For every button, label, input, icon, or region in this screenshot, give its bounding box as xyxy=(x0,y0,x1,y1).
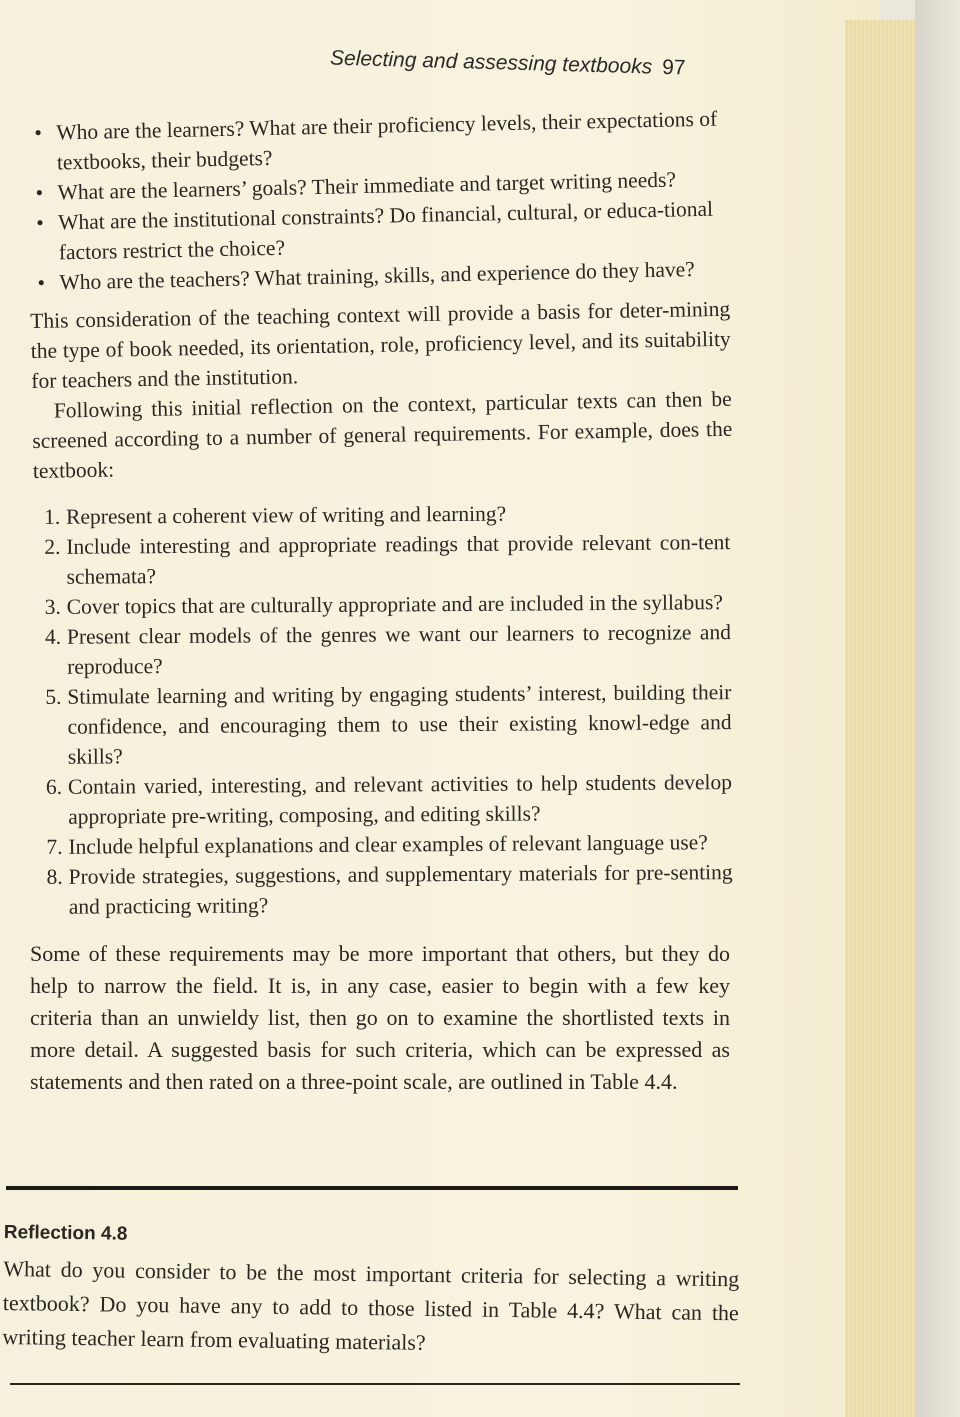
item-number: 1. xyxy=(44,504,61,529)
page-content xyxy=(30,106,733,1120)
closing-paragraph: Some of these requirements may be more important that others, but they do help to narrow the field. It is, in any case, easier to begin with a few key criteria than an unwieldy list, then go on to examine the shortlisted texts in more detail. A suggested basis for such criteria, which can be expressed as statements and then rated on a three-point scale, are outlined in Table 4.4. xyxy=(30,941,730,1094)
paragraph: Following this initial reflection on the context, particular texts can then be screened according to a number of general requirements. For example, does the textbook: xyxy=(32,386,733,483)
list-item xyxy=(46,857,733,922)
page-number: 97 xyxy=(661,55,686,80)
paragraph: This consideration of the teaching context will provide a basis for deter-mining the type of book needed, its orientation, role, proficiency level, and its suitability for teachers and the institution. xyxy=(30,296,731,393)
bullet-item: • Who are the teachers? What training, skills, and experience do they have? xyxy=(59,253,733,297)
list-item xyxy=(44,617,732,682)
reflection-bottom-rule xyxy=(10,1383,740,1385)
list-item xyxy=(44,587,731,622)
bullet-item: • What are the learners’ goals? Their immediate and target writing needs? xyxy=(57,163,731,207)
reflection-title: Reflection 4.8 xyxy=(3,1222,128,1245)
reflection-text: What do you consider to be the most important criteria for selecting a writing textbook? Do you have any to add to those listed in Table 4.4? What can the writing teacher learn from evaluating materials? xyxy=(2,1255,740,1355)
item-text: Stimulate learning and writing by engaging students’ interest, building their confidence, and encouraging them to use their existing knowl-edge and skills? xyxy=(67,680,732,769)
requirements-list xyxy=(30,497,733,922)
item-text: Provide strategies, suggestions, and supplementary materials for pre-senting and practicing writing? xyxy=(68,860,733,919)
page-edges xyxy=(845,20,915,1417)
item-number: 3. xyxy=(44,594,61,619)
running-title: Selecting and assessing textbooks xyxy=(329,46,653,79)
reflection-top-rule xyxy=(6,1186,738,1190)
intro-paragraphs xyxy=(30,294,733,486)
context-questions-list xyxy=(30,103,734,298)
item-number: 7. xyxy=(46,834,63,859)
bullet-item: • What are the institutional constraints? Do financial, cultural, or educa-tional factors restrict the choice? xyxy=(58,193,733,267)
list-item xyxy=(44,527,731,592)
item-number: 4. xyxy=(44,624,62,649)
list-item xyxy=(46,827,732,862)
bullet-item: • Who are the learners? What are their proficiency levels, their expectations of textbooks, their budgets? xyxy=(56,103,731,177)
item-number: 5. xyxy=(45,684,62,709)
list-item xyxy=(44,497,730,532)
item-number: 6. xyxy=(45,774,63,799)
item-text: Contain varied, interesting, and relevant activities to help students develop appropriate pre-writing, composing, and editing skills? xyxy=(67,770,733,829)
item-number: 2. xyxy=(44,534,61,559)
list-item xyxy=(45,767,733,832)
item-text: Represent a coherent view of writing and learning? xyxy=(66,501,507,529)
page-shadow xyxy=(915,0,960,1417)
list-item xyxy=(45,677,732,772)
item-text: Include helpful explanations and clear examples of relevant language use? xyxy=(68,830,708,859)
item-text: Present clear models of the genres we want our learners to recognize and reproduce? xyxy=(66,620,732,679)
item-number: 8. xyxy=(46,864,63,889)
item-text: Include interesting and appropriate readings that provide relevant con-tent schemata? xyxy=(66,530,731,589)
reflection-box xyxy=(2,1222,740,1364)
item-text: Cover topics that are culturally appropriate and are included in the syllabus? xyxy=(66,590,723,619)
